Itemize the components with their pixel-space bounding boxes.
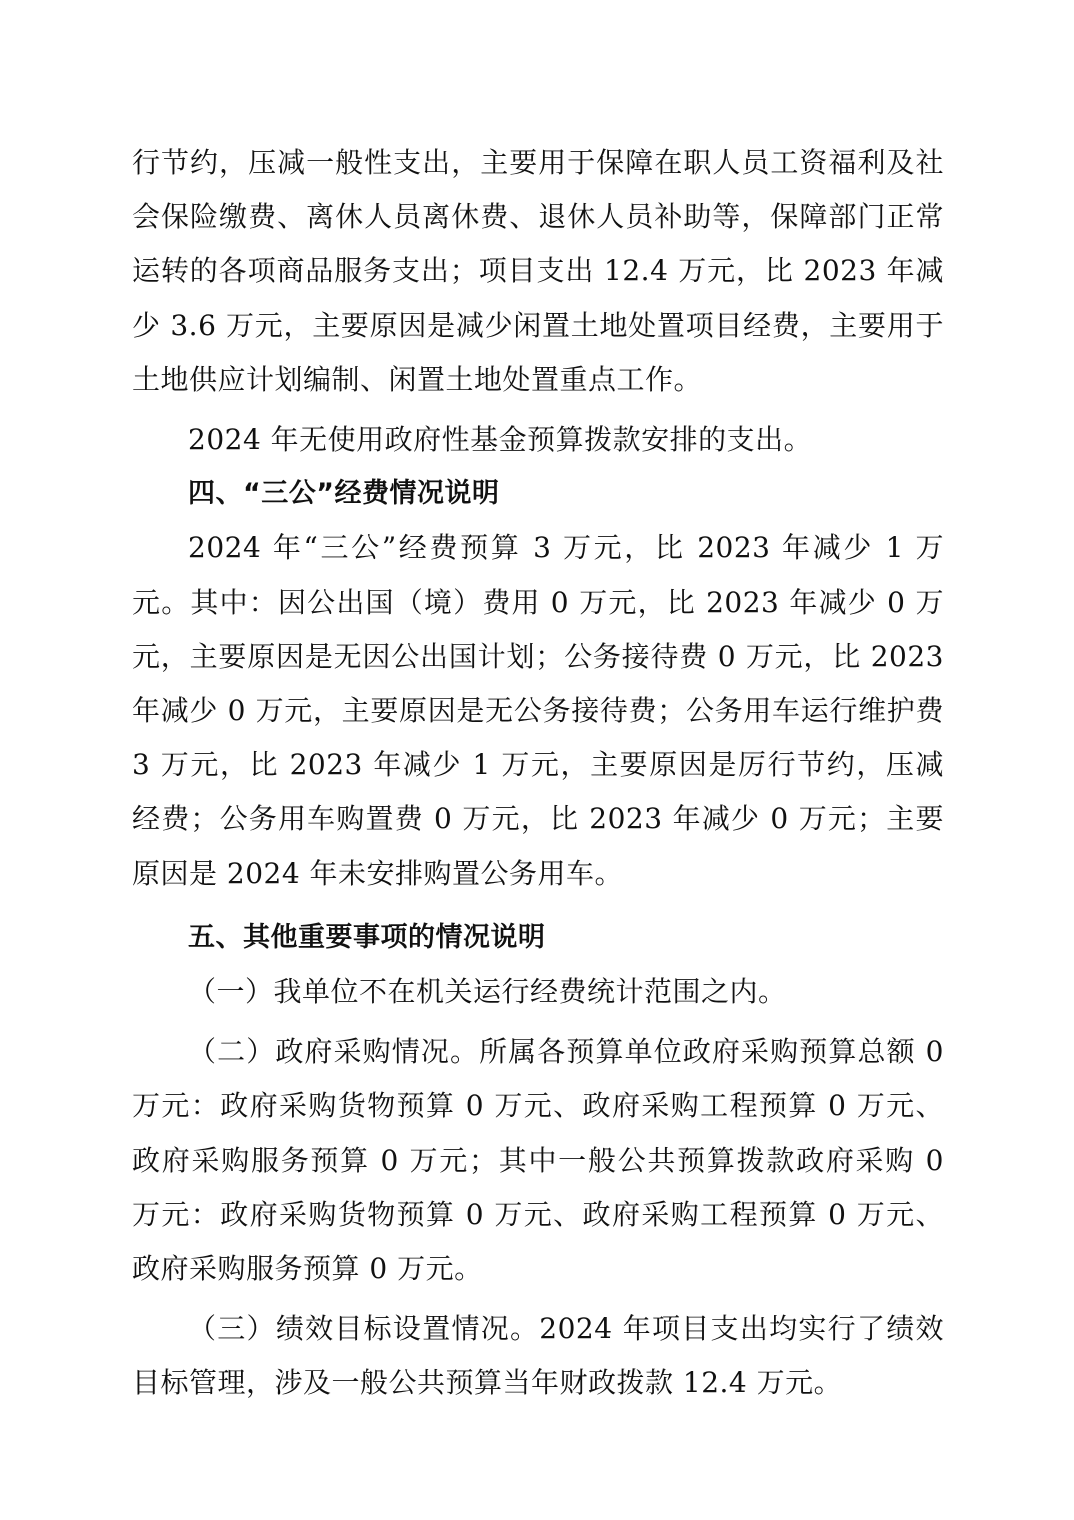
paragraph-three-public-expenses: 2024 年“三公”经费预算 3 万元，比 2023 年减少 1 万元。其中：因公出国（境）费用 0 万元，比 2023 年减少 0 万元，主要原因是无因公出国计划；公务接待费 0 万元，比 2023 年减少 0 万元，主要原因是无公务接待费；公务用车运行维护费 3 万元，比 2023 年减少 1 万元，主要原因是厉行节约，压减经费；公务用车购置费 0 万元，比 2023 年减少 0 万元；主要原因是 2024 年未安排购置公务用车。	[132, 531, 944, 890]
document-body	[132, 136, 944, 1411]
paragraph-performance-targets: （三）绩效目标设置情况。2024 年项目支出均实行了绩效目标管理，涉及一般公共预算当年财政拨款 12.4 万元。	[132, 1312, 944, 1400]
spacer	[132, 901, 944, 911]
paragraph-operating-costs: （一）我单位不在机关运行经费统计范围之内。	[188, 975, 787, 1009]
section-heading-three-public: 四、“三公”经费情况说明	[188, 478, 500, 510]
paragraph-expenditure-continuation: 行节约，压减一般性支出，主要用于保障在职人员工资福利及社会保险缴费、离休人员离休费、退休人员补助等，保障部门正常运转的各项商品服务支出；项目支出 12.4 万元，比 2023 年减少 3.6 万元，主要原因是减少闲置土地处置项目经费，主要用于土地供应计划编制、闲置土地处置重点工作。	[132, 146, 944, 396]
section-heading-other-matters: 五、其他重要事项的情况说明	[188, 921, 546, 953]
paragraph-fund-budget: 2024 年无使用政府性基金预算拨款安排的支出。	[188, 423, 813, 457]
paragraph-government-procurement: （二）政府采购情况。所属各预算单位政府采购预算总额 0 万元：政府采购货物预算 0 万元、政府采购工程预算 0 万元、政府采购服务预算 0 万元；其中一般公共预算拨款政府采购 0 万元：政府采购货物预算 0 万元、政府采购工程预算 0 万元、政府采购服务预算 0 万元。	[132, 1035, 944, 1286]
